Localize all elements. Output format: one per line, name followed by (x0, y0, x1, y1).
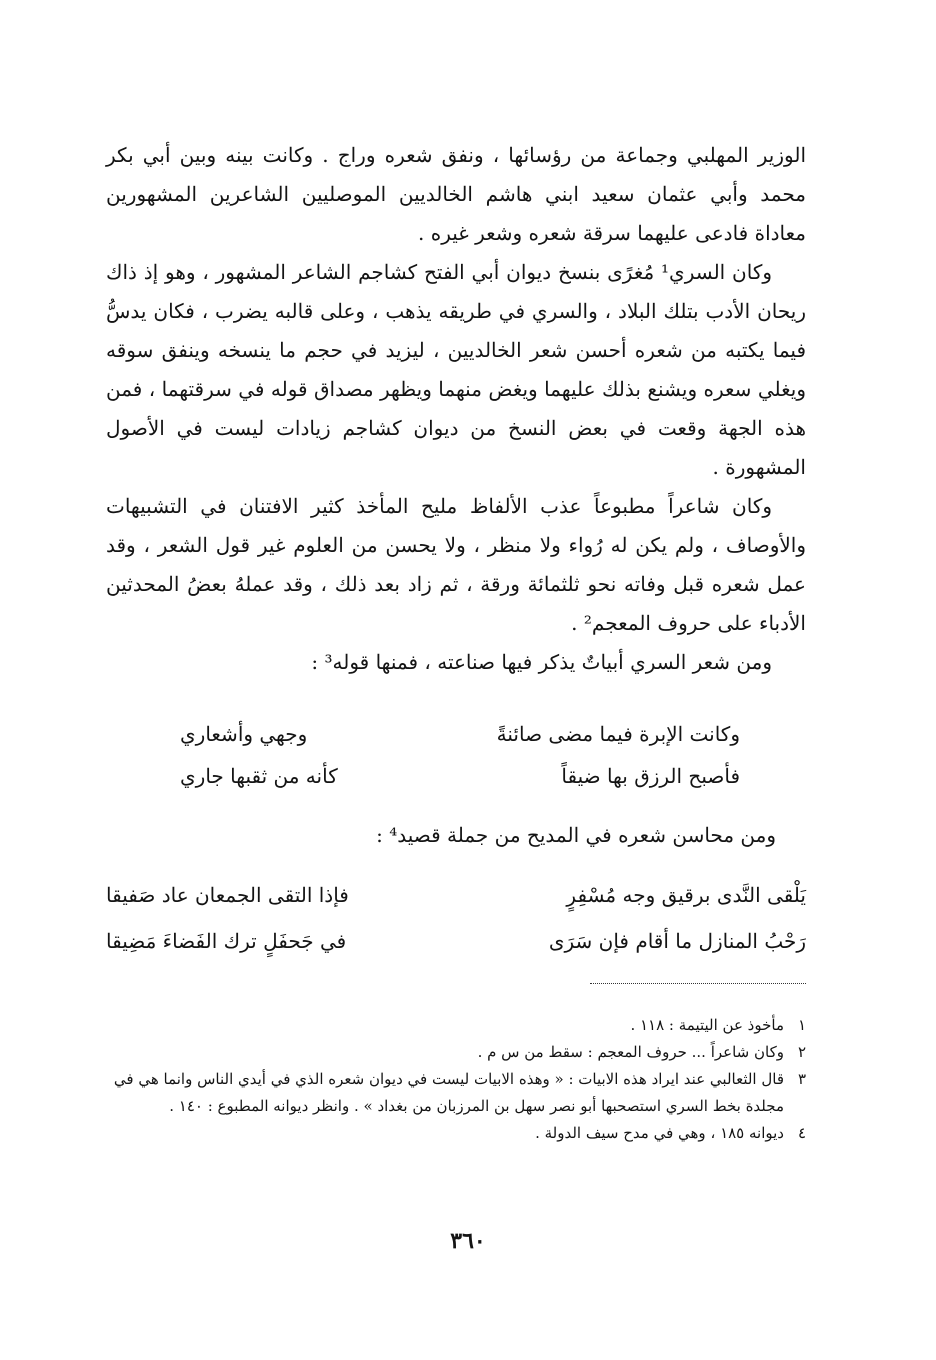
footnote (106, 1066, 806, 1120)
verse-line (180, 755, 740, 797)
footnotes (106, 1012, 806, 1147)
verse-first-hemistich: فأصبح الرزق بها ضيقاً (561, 764, 740, 788)
footnote-number: ١ (797, 1016, 806, 1034)
paragraph-4: ومن شعر السري أبياتٌ يذكر فيها صناعته ، فمنها قوله³ : (311, 650, 772, 674)
verse-line (106, 872, 806, 918)
verse-line (180, 713, 740, 755)
verse-second-hemistich: فإذا التقى الجمعان عاد صَفيقا (106, 883, 349, 907)
verse-second-hemistich: كأنه من ثقبها جاري (180, 764, 338, 788)
paragraph-1: الوزير المهلبي وجماعة من رؤسائها ، ونفق شعره وراج . وكانت بينه وبين أبي بكر محمد وأبي عثمان سعيد ابني هاشم الخالديين الموصليين الشاعرين المشهورين معاداة فادعى عليهما سرقة شعره وشعر غيره . (106, 143, 806, 245)
footnote-text: قال الثعالبي عند ايراد هذه الابيات : « وهذه الابيات ليست في ديوان شعره الذي في أيدي الناس وانما هي في مجلدة بخط السري استصحبها أبو نصر سهل بن المرزبان من بغداد » . وانظر ديوانه المطبوع : ١٤٠ . (113, 1070, 784, 1115)
body-text (106, 136, 806, 682)
footnote-number: ٣ (797, 1070, 806, 1088)
verse-second-hemistich: في جَحفَلٍ ترك الفَضاءَ مَضِيقا (106, 929, 347, 953)
paragraph-3: وكان شاعراً مطبوعاً عذب الألفاظ مليح المأخذ كثير الافتنان في التشبيهات والأوصاف ، ولم يكن له رُواء ولا منظر ، ولا يحسن من العلوم غير قول الشعر ، وقد عمل شعره قبل وفاته نحو ثلثمائة ورقة ، ثم زاد بعد ذلك ، وقد عملهُ بعضُ المحدثين الأدباء على حروف المعجم² . (106, 494, 806, 635)
page-number: ٣٦٠ (450, 1228, 486, 1254)
poem-verses-1 (180, 713, 740, 797)
footnote-text: وكان شاعراً ... حروف المعجم : سقط من س م . (477, 1043, 784, 1061)
footnote-text: مأخوذ عن اليتيمة : ١١٨ . (630, 1016, 784, 1034)
footnote-text: ديوانه ١٨٥ ، وهي في مدح سيف الدولة . (535, 1124, 784, 1142)
poem-intro-2: ومن محاسن شعره في المديح من جملة قصيد⁴ : (376, 823, 776, 847)
verse-first-hemistich: رَحْبُ المنازل ما أقام فإن سَرَى (548, 929, 806, 953)
paragraph-2: وكان السري¹ مُغرًى بنسخ ديوان أبي الفتح كشاجم الشاعر المشهور ، وهو إذ ذاك ريحان الأدب بتلك البلاد ، والسري في طريقه يذهب ، وعلى قالبه يضرب ، فكان يدسُّ فيما يكتبه من شعره أحسن شعر الخالديين ، ليزيد في حجم ما ينسخه وينفق سوقه ويغلي سعره ويشنع بذلك عليهما ويغض منهما ويظهر مصداق قوله في سرقتهما ، فمن هذه الجهة وقعت في بعض النسخ من ديوان كشاجم زيادات ليست في الأصول المشهورة . (106, 260, 806, 479)
footnote-divider (590, 983, 806, 984)
footnote (106, 1039, 806, 1066)
poem-verses-2 (106, 872, 806, 964)
footnote (106, 1120, 806, 1147)
verse-second-hemistich: وجهي وأشعاري (180, 722, 308, 746)
footnote (106, 1012, 806, 1039)
footnote-number: ٢ (797, 1043, 806, 1061)
verse-line (106, 918, 806, 964)
verse-first-hemistich: يَلْقى النَّدى برقيق وجه مُسْفِرٍ (566, 883, 806, 907)
footnote-number: ٤ (797, 1124, 806, 1142)
verse-first-hemistich: وكانت الإبرة فيما مضى صائنةً (496, 722, 740, 746)
